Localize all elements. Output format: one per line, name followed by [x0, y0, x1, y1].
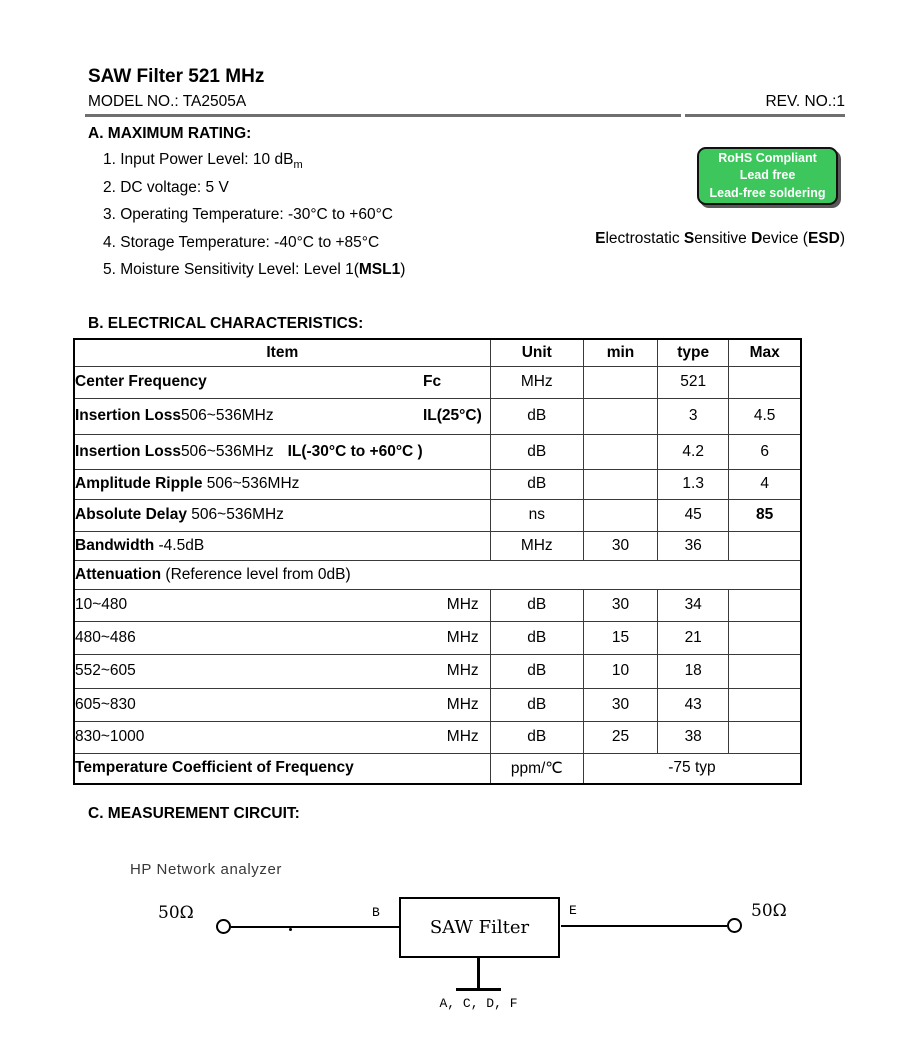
- esd-warning-text: Electrostatic Sensitive Device (ESD): [595, 230, 845, 247]
- rating-item-3: 3. Operating Temperature: -30°C to +60°C: [103, 206, 393, 223]
- rating-item-4: 4. Storage Temperature: -40°C to +85°C: [103, 233, 380, 251]
- revision-number: REV. NO.:1: [765, 93, 845, 110]
- table-row: 830~1000 MHz dB 25 38: [74, 721, 801, 753]
- rohs-line-2: Lead free: [739, 168, 796, 183]
- saw-filter-box: [399, 897, 560, 958]
- table-row: 10~480 MHz dB 30 34: [74, 589, 801, 621]
- wire-right: [561, 925, 727, 927]
- rohs-line-3: Lead-free soldering: [709, 185, 826, 200]
- table-row: Center Frequency Fc MHz 521: [74, 366, 801, 398]
- header-divider-right: [685, 114, 845, 117]
- rating-item-2: 2. DC voltage: 5 V: [103, 178, 229, 196]
- terminal-circle-right: [727, 918, 742, 933]
- rating-item-1: 1. Input Power Level: 10 $dB_m$: [103, 151, 303, 172]
- section-a-heading: A. MAXIMUM RATING:: [88, 125, 252, 142]
- col-header-type: type: [658, 339, 729, 366]
- page-title: SAW Filter 521 MHz: [88, 66, 265, 87]
- wire-left: [231, 926, 399, 928]
- table-row: Bandwidth -4.5dB MHz 30 36: [74, 531, 801, 560]
- ground-stem: [477, 958, 480, 989]
- wire-dot: [289, 928, 292, 931]
- table-row: Absolute Delay 506~536MHz ns 45 85: [74, 499, 801, 531]
- ground-bar: [456, 988, 501, 991]
- model-number: MODEL NO.: TA2505A: [88, 93, 247, 110]
- rohs-compliant-badge: [697, 147, 838, 205]
- maximum-rating-list: [103, 146, 583, 284]
- table-row: Insertion Loss506~536MHz IL(25°C) dB 3 4.5: [74, 398, 801, 434]
- table-header-row: [74, 339, 801, 366]
- ground-pins-label: A, C, D, F: [439, 996, 518, 1011]
- col-header-min: min: [583, 339, 657, 366]
- col-header-unit: Unit: [490, 339, 583, 366]
- temp-coefficient-row: Temperature Coefficient of Frequency ppm/℃ -75 typ: [74, 753, 801, 784]
- section-c-heading: C. MEASUREMENT CIRCUIT:: [88, 805, 300, 822]
- rohs-line-1: RoHS Compliant: [718, 151, 817, 166]
- table-row: Insertion Loss506~536MHz IL(-30°C to +60°C ) dB 4.2 6: [74, 434, 801, 469]
- impedance-label-right: 50Ω: [751, 901, 787, 921]
- section-b-heading: B. ELECTRICAL CHARACTERISTICS:: [88, 315, 364, 332]
- network-analyzer-label: HP Network analyzer: [130, 861, 283, 878]
- saw-filter-box-label: SAW Filter: [429, 917, 530, 938]
- col-header-item: Item: [74, 339, 490, 366]
- electrical-characteristics-table: [73, 338, 802, 785]
- terminal-circle-left: [216, 919, 231, 934]
- port-label-b: B: [372, 905, 380, 920]
- table-row: 552~605 MHz dB 10 18: [74, 654, 801, 688]
- col-header-max: Max: [729, 339, 801, 366]
- attenuation-subheader-row: Attenuation (Reference level from 0dB): [74, 560, 801, 589]
- header-divider-left: [85, 114, 681, 117]
- impedance-label-left: 50Ω: [158, 903, 194, 923]
- port-label-e: E: [569, 903, 577, 918]
- table-row: 480~486 MHz dB 15 21: [74, 621, 801, 654]
- table-row: Amplitude Ripple 506~536MHz dB 1.3 4: [74, 469, 801, 499]
- rating-item-5: 5. Moisture Sensitivity Level: Level 1(MSL1): [103, 261, 406, 278]
- table-row: 605~830 MHz dB 30 43: [74, 688, 801, 721]
